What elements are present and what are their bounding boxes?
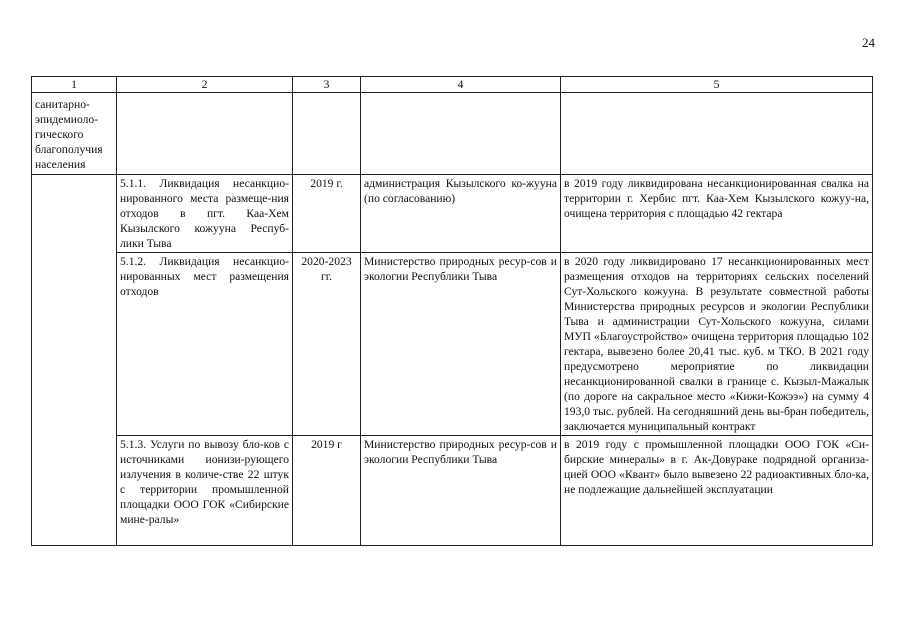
empty-cell — [293, 93, 361, 175]
table-row — [32, 253, 873, 436]
executor-cell: администрация Кызылского ко-жууна (по согласованию) — [361, 175, 561, 253]
empty-cell — [561, 93, 873, 175]
table-header-row — [32, 77, 873, 93]
result-cell: в 2019 году ликвидирована несанкционированная свалка на территории г. Хербис пгт. Каа-Хем Кызылского кожуу-на, очищена территория с площадью 42 гектара — [561, 175, 873, 253]
table-row — [32, 175, 873, 253]
measures-table — [31, 76, 873, 546]
column-number-5: 5 — [561, 77, 873, 93]
column-number-3: 3 — [293, 77, 361, 93]
result-cell: в 2019 году с промышленной площадки ООО ГОК «Си-бирские минералы» в г. Ак-Довураке подрядной организа-цией ООО «Квант» было вывезено 22 радиоактивных бло-ка, не подлежащие дальнейшей эксплуатации — [561, 436, 873, 546]
column-number-2: 2 — [117, 77, 293, 93]
executor-cell: Министерство природных ресур-сов и экологии Республики Тыва — [361, 253, 561, 436]
column-number-1: 1 — [32, 77, 117, 93]
column-number-4: 4 — [361, 77, 561, 93]
continuation-cell: санитарно-эпидемиоло-гического благополучия населения — [32, 93, 117, 175]
measure-cell: 5.1.3. Услуги по вывозу бло-ков с источниками ионизи-рующего излучения в количе-стве 22 штук с территории промышленной площадки ООО ГОК «Сибирские мине-ралы» — [117, 436, 293, 546]
page-number: 24 — [862, 35, 875, 50]
table-row — [32, 436, 873, 546]
empty-cell — [32, 175, 117, 546]
result-cell: в 2020 году ликвидировано 17 несанкционированных мест размещения отходов на территориях сельских поселений Сут-Хольского кожууна. В результате совместной работы Министерства природных ресурсов и экологии Республики Тыва и администрации Сут-Хольского кожууна, силами МУП «Благоустройство» очищена территория площадью 102 гектара, вывезено более 20,41 тыс. куб. м ТКО. В 2021 году предусмотрено мероприятие по ликвидации несанкционированной свалки в границе с. Кызыл-Мажалык (по дороге на сакральное место «Кижи-Кожээ») на сумму 4 193,0 тыс. рублей. На сегодняшний день вы-бран победитель, заключается муниципальный контракт — [561, 253, 873, 436]
measure-cell: 5.1.1. Ликвидация несанкцио-нированного места размеще-ния отходов в пгт. Каа-Хем Кызылского кожууна Респуб-лики Тыва — [117, 175, 293, 253]
year-cell: 2020-2023 гг. — [293, 253, 361, 436]
measure-cell: 5.1.2. Ликвидация несанкцио-нированных мест размещения отходов — [117, 253, 293, 436]
empty-cell — [361, 93, 561, 175]
empty-cell — [117, 93, 293, 175]
table-row — [32, 93, 873, 175]
year-cell: 2019 г — [293, 436, 361, 546]
year-cell: 2019 г. — [293, 175, 361, 253]
executor-cell: Министерство природных ресур-сов и экологии Республики Тыва — [361, 436, 561, 546]
